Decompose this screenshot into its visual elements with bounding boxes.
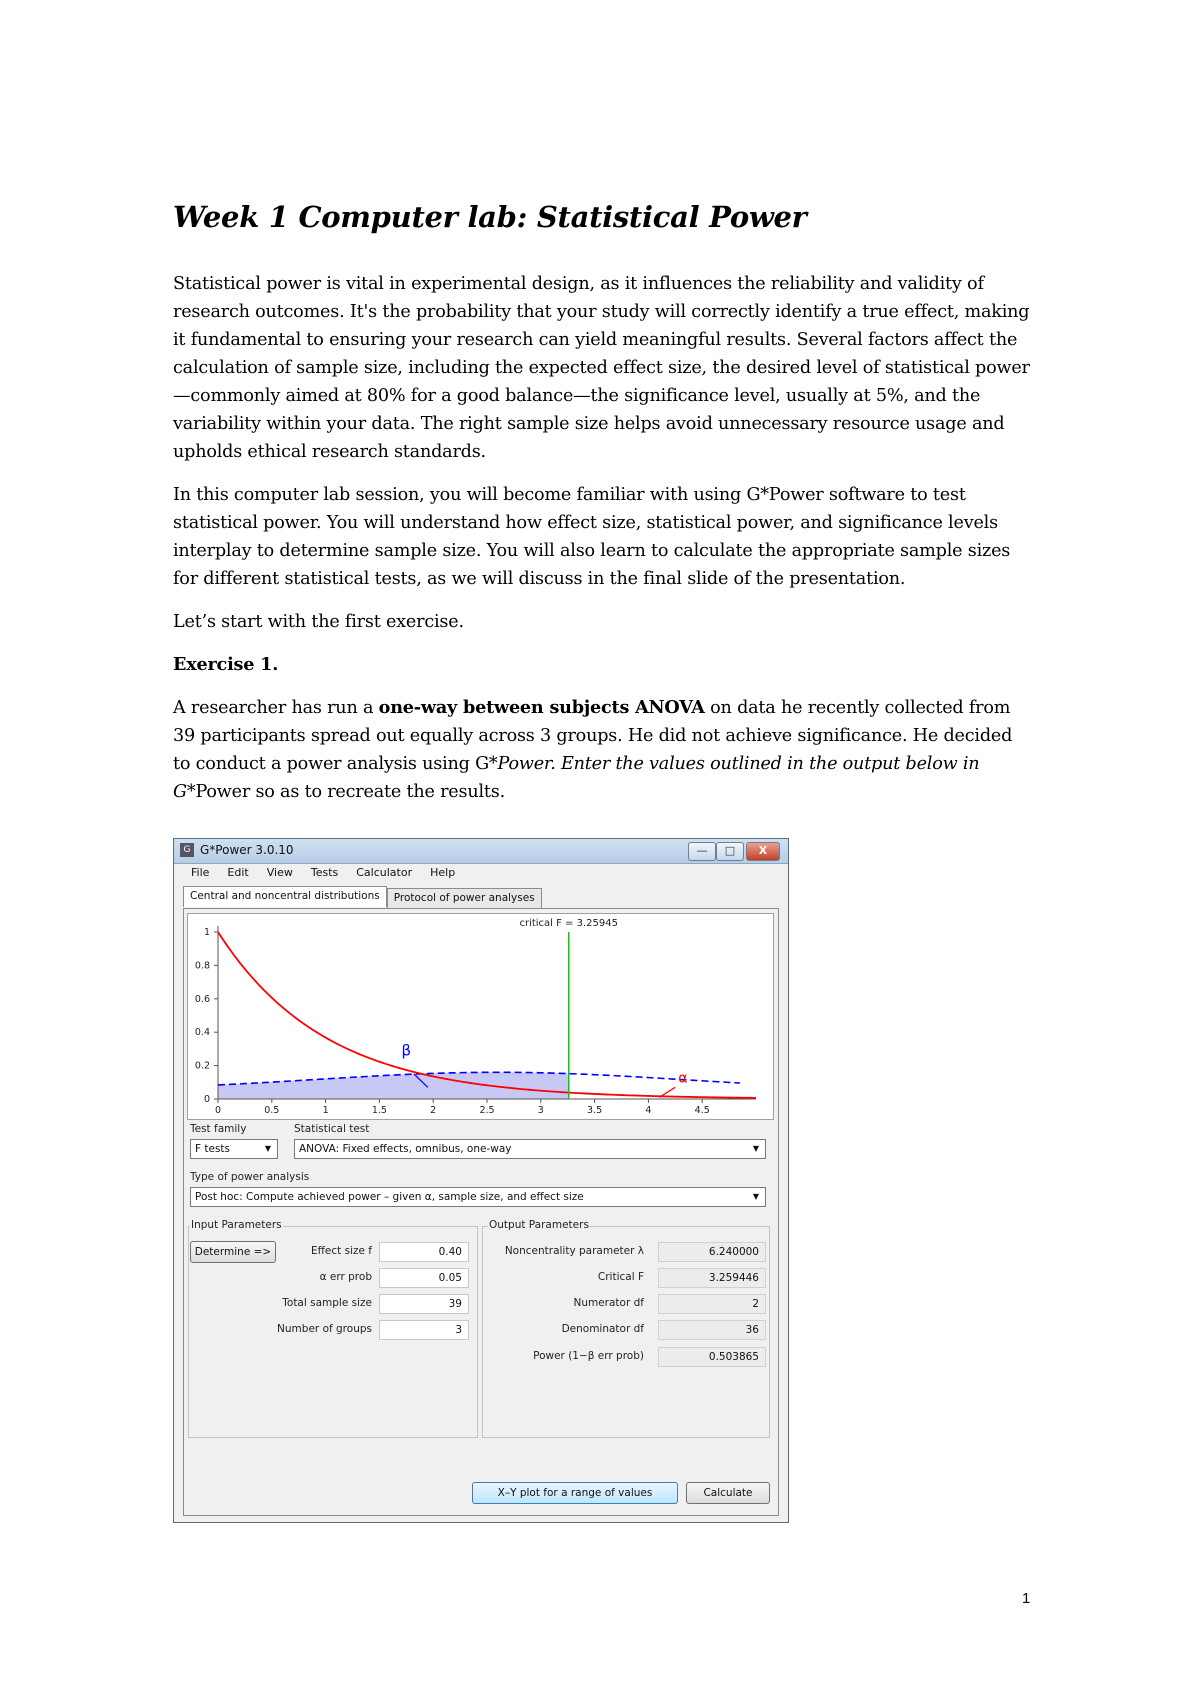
- total-sample-size-label: Total sample size: [282, 1297, 372, 1309]
- chevron-down-icon: ▼: [752, 1192, 760, 1201]
- document-title: Week 1 Computer lab: Statistical Power: [173, 200, 807, 234]
- test-family-select[interactable]: [190, 1139, 278, 1159]
- exercise-text-bold: one-way between subjects ANOVA: [378, 697, 705, 718]
- exercise-heading-text: Exercise 1.: [173, 654, 279, 675]
- input-parameters-label: Input Parameters: [191, 1219, 282, 1231]
- statistical-test-value: ANOVA: Fixed effects, omnibus, one-way: [299, 1143, 512, 1155]
- tab-protocol[interactable]: Protocol of power analyses: [387, 888, 542, 909]
- close-button[interactable]: X: [746, 842, 780, 861]
- power-label: Power (1−β err prob): [533, 1350, 644, 1362]
- alpha-err-prob-field[interactable]: 0.05: [379, 1268, 469, 1288]
- noncentrality-value: 6.240000: [658, 1242, 766, 1262]
- numerator-df-label: Numerator df: [573, 1297, 644, 1309]
- power-analysis-type-label: Type of power analysis: [190, 1171, 310, 1183]
- x-tick-label: 4.5: [694, 1105, 710, 1116]
- power-value: 0.503865: [658, 1347, 766, 1367]
- y-tick-label: 0.2: [194, 1060, 210, 1072]
- determine-button[interactable]: Determine =>: [190, 1241, 276, 1263]
- distribution-plot-svg: [188, 914, 773, 1119]
- gpower-window: [173, 838, 789, 1523]
- exercise-text-e: *Power so as to recreate the results.: [186, 782, 505, 802]
- x-tick-label: 1.5: [371, 1105, 387, 1116]
- x-tick-label: 4: [645, 1105, 652, 1116]
- menu-calculator[interactable]: Calculator: [356, 866, 413, 879]
- x-tick-label: 2.5: [479, 1105, 495, 1116]
- gpower-window-title: G*Power 3.0.10: [200, 843, 294, 857]
- menu-view[interactable]: View: [266, 866, 293, 879]
- menu-file[interactable]: File: [191, 866, 210, 879]
- exercise-heading: [173, 651, 1033, 679]
- gpower-titlebar: [174, 839, 788, 864]
- statistical-test-label: Statistical test: [294, 1123, 370, 1135]
- gpower-tab-panel: [183, 908, 779, 1516]
- x-tick-label: 1: [322, 1105, 329, 1116]
- effect-size-field[interactable]: 0.40: [379, 1242, 469, 1262]
- number-of-groups-field[interactable]: 3: [379, 1320, 469, 1340]
- power-analysis-type-select[interactable]: [190, 1187, 766, 1207]
- y-tick-label: 0.8: [194, 960, 210, 972]
- x-tick-label: 0.5: [264, 1105, 280, 1116]
- y-tick-label: 0.4: [194, 1027, 210, 1039]
- x-tick-label: 2: [430, 1105, 437, 1116]
- test-family-label: Test family: [190, 1123, 247, 1135]
- power-analysis-type-value: Post hoc: Compute achieved power – given α, sample size, and effect size: [195, 1191, 584, 1203]
- y-tick-label: 0: [203, 1094, 210, 1105]
- critical-f-label: critical F = 3.25945: [519, 918, 618, 929]
- effect-size-label: Effect size f: [311, 1245, 372, 1257]
- alpha-label: α: [678, 1070, 688, 1087]
- gpower-tabs: [183, 888, 542, 909]
- test-family-value: F tests: [195, 1143, 231, 1155]
- x-tick-label: 3: [537, 1105, 544, 1116]
- maximize-button[interactable]: □: [716, 842, 744, 861]
- numerator-df-value: 2: [658, 1294, 766, 1314]
- menu-edit[interactable]: Edit: [227, 866, 249, 879]
- distribution-plot: [187, 913, 774, 1120]
- alpha-err-prob-label: α err prob: [319, 1271, 372, 1283]
- minimize-button[interactable]: —: [688, 842, 716, 861]
- xy-plot-button[interactable]: X–Y plot for a range of values: [472, 1482, 678, 1504]
- denominator-df-value: 36: [658, 1320, 766, 1340]
- paragraph-lab-session: In this computer lab session, you will become familiar with using G*Power software to test statistical power. You will understand how effect size, statistical power, and significance levels interplay to determine sample size. You will also learn to calculate the appropriate sample sizes for different statistical tests, as we will discuss in the final slide of the presentation.: [173, 485, 1011, 589]
- tab-distributions[interactable]: Central and noncentral distributions: [183, 886, 387, 907]
- calculate-button[interactable]: Calculate: [686, 1482, 770, 1504]
- x-tick-label: 0: [214, 1105, 222, 1116]
- menu-help[interactable]: Help: [430, 866, 456, 879]
- denominator-df-label: Denominator df: [561, 1323, 644, 1335]
- critical-f-label: Critical F: [597, 1271, 644, 1283]
- exercise-text-italic: Power. Enter the values outlined in the output below in G: [173, 754, 980, 802]
- gpower-menubar: [174, 864, 788, 882]
- document-content: [173, 200, 1033, 821]
- total-sample-size-field[interactable]: 39: [379, 1294, 469, 1314]
- statistical-test-select[interactable]: [294, 1139, 766, 1159]
- paragraph-exercise: [173, 694, 1033, 806]
- exercise-text-a: A researcher has run a: [173, 698, 379, 718]
- critical-f-value: 3.259446: [658, 1268, 766, 1288]
- number-of-groups-label: Number of groups: [277, 1323, 372, 1335]
- page-number: 1: [1022, 1590, 1031, 1607]
- exercise-text-c: on data he recently collected from 39 participants spread out equally across 3 groups. He did not achieve significance. He decided to conduct a power analysis using G*: [173, 698, 1013, 774]
- chevron-down-icon: ▼: [264, 1144, 272, 1153]
- x-tick-label: 3.5: [587, 1105, 603, 1116]
- y-tick-label: 1: [203, 927, 210, 938]
- noncentrality-label: Noncentrality parameter λ: [504, 1245, 644, 1257]
- beta-area: [218, 1072, 569, 1099]
- paragraph-start: Let’s start with the first exercise.: [173, 612, 464, 632]
- output-parameters-label: Output Parameters: [489, 1219, 589, 1231]
- chevron-down-icon: ▼: [752, 1144, 760, 1153]
- menu-tests[interactable]: Tests: [310, 866, 339, 879]
- y-tick-label: 0.6: [194, 993, 210, 1005]
- beta-label: β: [401, 1041, 412, 1060]
- gpower-app-icon: G: [180, 843, 194, 857]
- paragraph-intro: Statistical power is vital in experimental design, as it influences the reliability and validity of research outcomes. It's the probability that your study will correctly identify a true effect, making it fundamental to ensuring your research can yield meaningful results. Several factors affect the calculation of sample size, including the expected effect size, the desired level of statistical power—commonly aimed at 80% for a good balance—the significance level, usually at 5%, and the variability within your data. The right sample size helps avoid unnecessary resource usage and upholds ethical research standards.: [173, 274, 1030, 462]
